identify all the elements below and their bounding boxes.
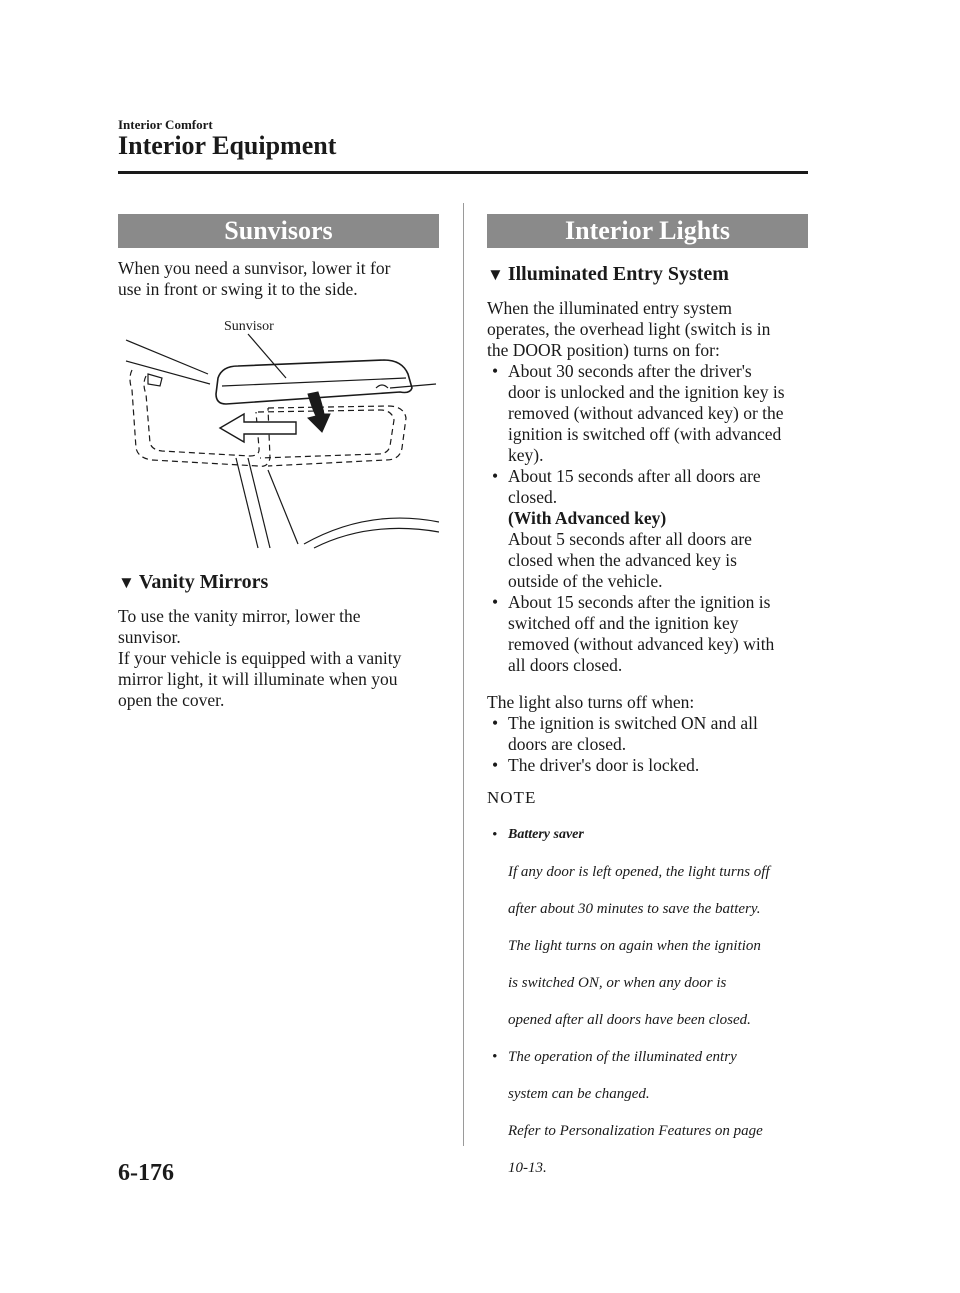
- interior-lights-banner: Interior Lights: [487, 214, 808, 248]
- vanity-line: open the cover.: [118, 690, 225, 710]
- note-line: The light turns on again when the ignition: [508, 938, 761, 954]
- bullet-line: • The ignition is switched ON and all: [508, 713, 758, 733]
- note-line: • The operation of the illuminated entry: [508, 1049, 737, 1065]
- vanity-mirrors-title: Vanity Mirrors: [138, 571, 269, 593]
- note-line: is switched ON, or when any door is: [508, 975, 727, 991]
- bullet-line: About 5 seconds after all doors are: [508, 529, 752, 549]
- pillar-line: [268, 470, 298, 544]
- vanity-line: If your vehicle is equipped with a vanity: [118, 648, 402, 668]
- bullet-line: • About 15 seconds after the ignition is: [508, 592, 771, 612]
- bullet-line: removed (without advanced key) with: [508, 634, 775, 654]
- triangle-bullet-icon: ▼: [487, 264, 504, 284]
- illuminated-entry-heading: [487, 263, 729, 286]
- sunvisors-banner: Sunvisors: [118, 214, 439, 248]
- bullet-line: switched off and the ignition key: [508, 613, 739, 633]
- list-item: [487, 466, 817, 592]
- lower-arrow-icon: [308, 392, 330, 432]
- intro-line: operates, the overhead light (switch is in: [487, 319, 771, 339]
- note-line: after about 30 minutes to save the battery.: [508, 901, 761, 917]
- windshield-edge: [126, 340, 208, 374]
- section-label: Interior Comfort: [118, 117, 213, 132]
- note-item: [487, 1046, 817, 1179]
- bullet-line: ignition is switched off (with advanced: [508, 424, 782, 444]
- headliner-edge: [390, 384, 436, 388]
- page-title: Interior Equipment: [118, 131, 337, 160]
- sunvisor-edge: [222, 378, 406, 386]
- list-item: [487, 361, 817, 466]
- column-divider: [463, 203, 464, 1146]
- pillar-line: [248, 458, 270, 548]
- turn-off-section: [487, 692, 817, 776]
- sunvisors-intro: [118, 258, 448, 300]
- windshield-edge: [126, 361, 210, 384]
- triangle-bullet-icon: ▼: [118, 572, 135, 592]
- vanity-mirrors-text: [118, 606, 453, 711]
- note-line: system can be changed.: [508, 1086, 650, 1102]
- intro-line: When the illuminated entry system: [487, 298, 732, 318]
- page-number: 6-176: [118, 1160, 174, 1186]
- note-item-title: • Battery saver: [508, 827, 584, 842]
- note-label: NOTE: [487, 788, 537, 807]
- list-item: [487, 592, 817, 676]
- sunvisors-intro-line: use in front or swing it to the side.: [118, 279, 358, 299]
- vanity-line: mirror light, it will illuminate when you: [118, 669, 398, 689]
- steering-wheel-arc: [314, 528, 439, 548]
- bullet-line: door is unlocked and the ignition key is: [508, 382, 785, 402]
- bullet-line: • About 30 seconds after the driver's: [508, 361, 752, 381]
- vanity-mirrors-heading: [118, 571, 268, 594]
- bullet-line: key).: [508, 445, 544, 465]
- bullet-line: removed (without advanced key) or the: [508, 403, 784, 423]
- note-list: [487, 824, 817, 1179]
- vanity-line: To use the vanity mirror, lower the: [118, 606, 361, 626]
- note-line: Refer to Personalization Features on page: [508, 1123, 763, 1139]
- bullet-subheading: (With Advanced key): [508, 508, 667, 528]
- turn-on-list: [487, 361, 817, 676]
- bullet-line: closed when the advanced key is: [508, 550, 737, 570]
- sunvisors-intro-line: When you need a sunvisor, lower it for: [118, 258, 391, 278]
- note-line: opened after all doors have been closed.: [508, 1012, 751, 1028]
- visor-hinge: [376, 385, 388, 388]
- note-line: If any door is left opened, the light turns off: [508, 864, 770, 880]
- sunvisor-diagram: [118, 308, 439, 553]
- bullet-line: doors are closed.: [508, 734, 627, 754]
- vanity-line: sunvisor.: [118, 627, 181, 647]
- bullet-line: outside of the vehicle.: [508, 571, 663, 591]
- bullet-line: • About 15 seconds after all doors are: [508, 466, 761, 486]
- list-item: [487, 755, 817, 776]
- steering-wheel-arc: [304, 518, 439, 544]
- pillar-line: [236, 458, 258, 548]
- visor-clip: [148, 374, 162, 386]
- intro-line: the DOOR position) turns on for:: [487, 340, 720, 360]
- sunvisor-label: Sunvisor: [224, 319, 274, 334]
- bullet-line: all doors closed.: [508, 655, 623, 675]
- illuminated-entry-body: [487, 298, 817, 676]
- label-leader-line: [248, 334, 286, 378]
- turn-off-list: [487, 713, 817, 776]
- list-item: [487, 713, 817, 755]
- bullet-line: closed.: [508, 487, 558, 507]
- bullet-line: • The driver's door is locked.: [508, 755, 700, 775]
- turn-off-intro: The light also turns off when:: [487, 692, 695, 712]
- note-box: [487, 810, 817, 1194]
- note-line: 10-13.: [508, 1160, 547, 1176]
- note-item: [487, 824, 817, 1031]
- title-rule: [118, 171, 808, 174]
- illuminated-entry-title: Illuminated Entry System: [507, 263, 729, 285]
